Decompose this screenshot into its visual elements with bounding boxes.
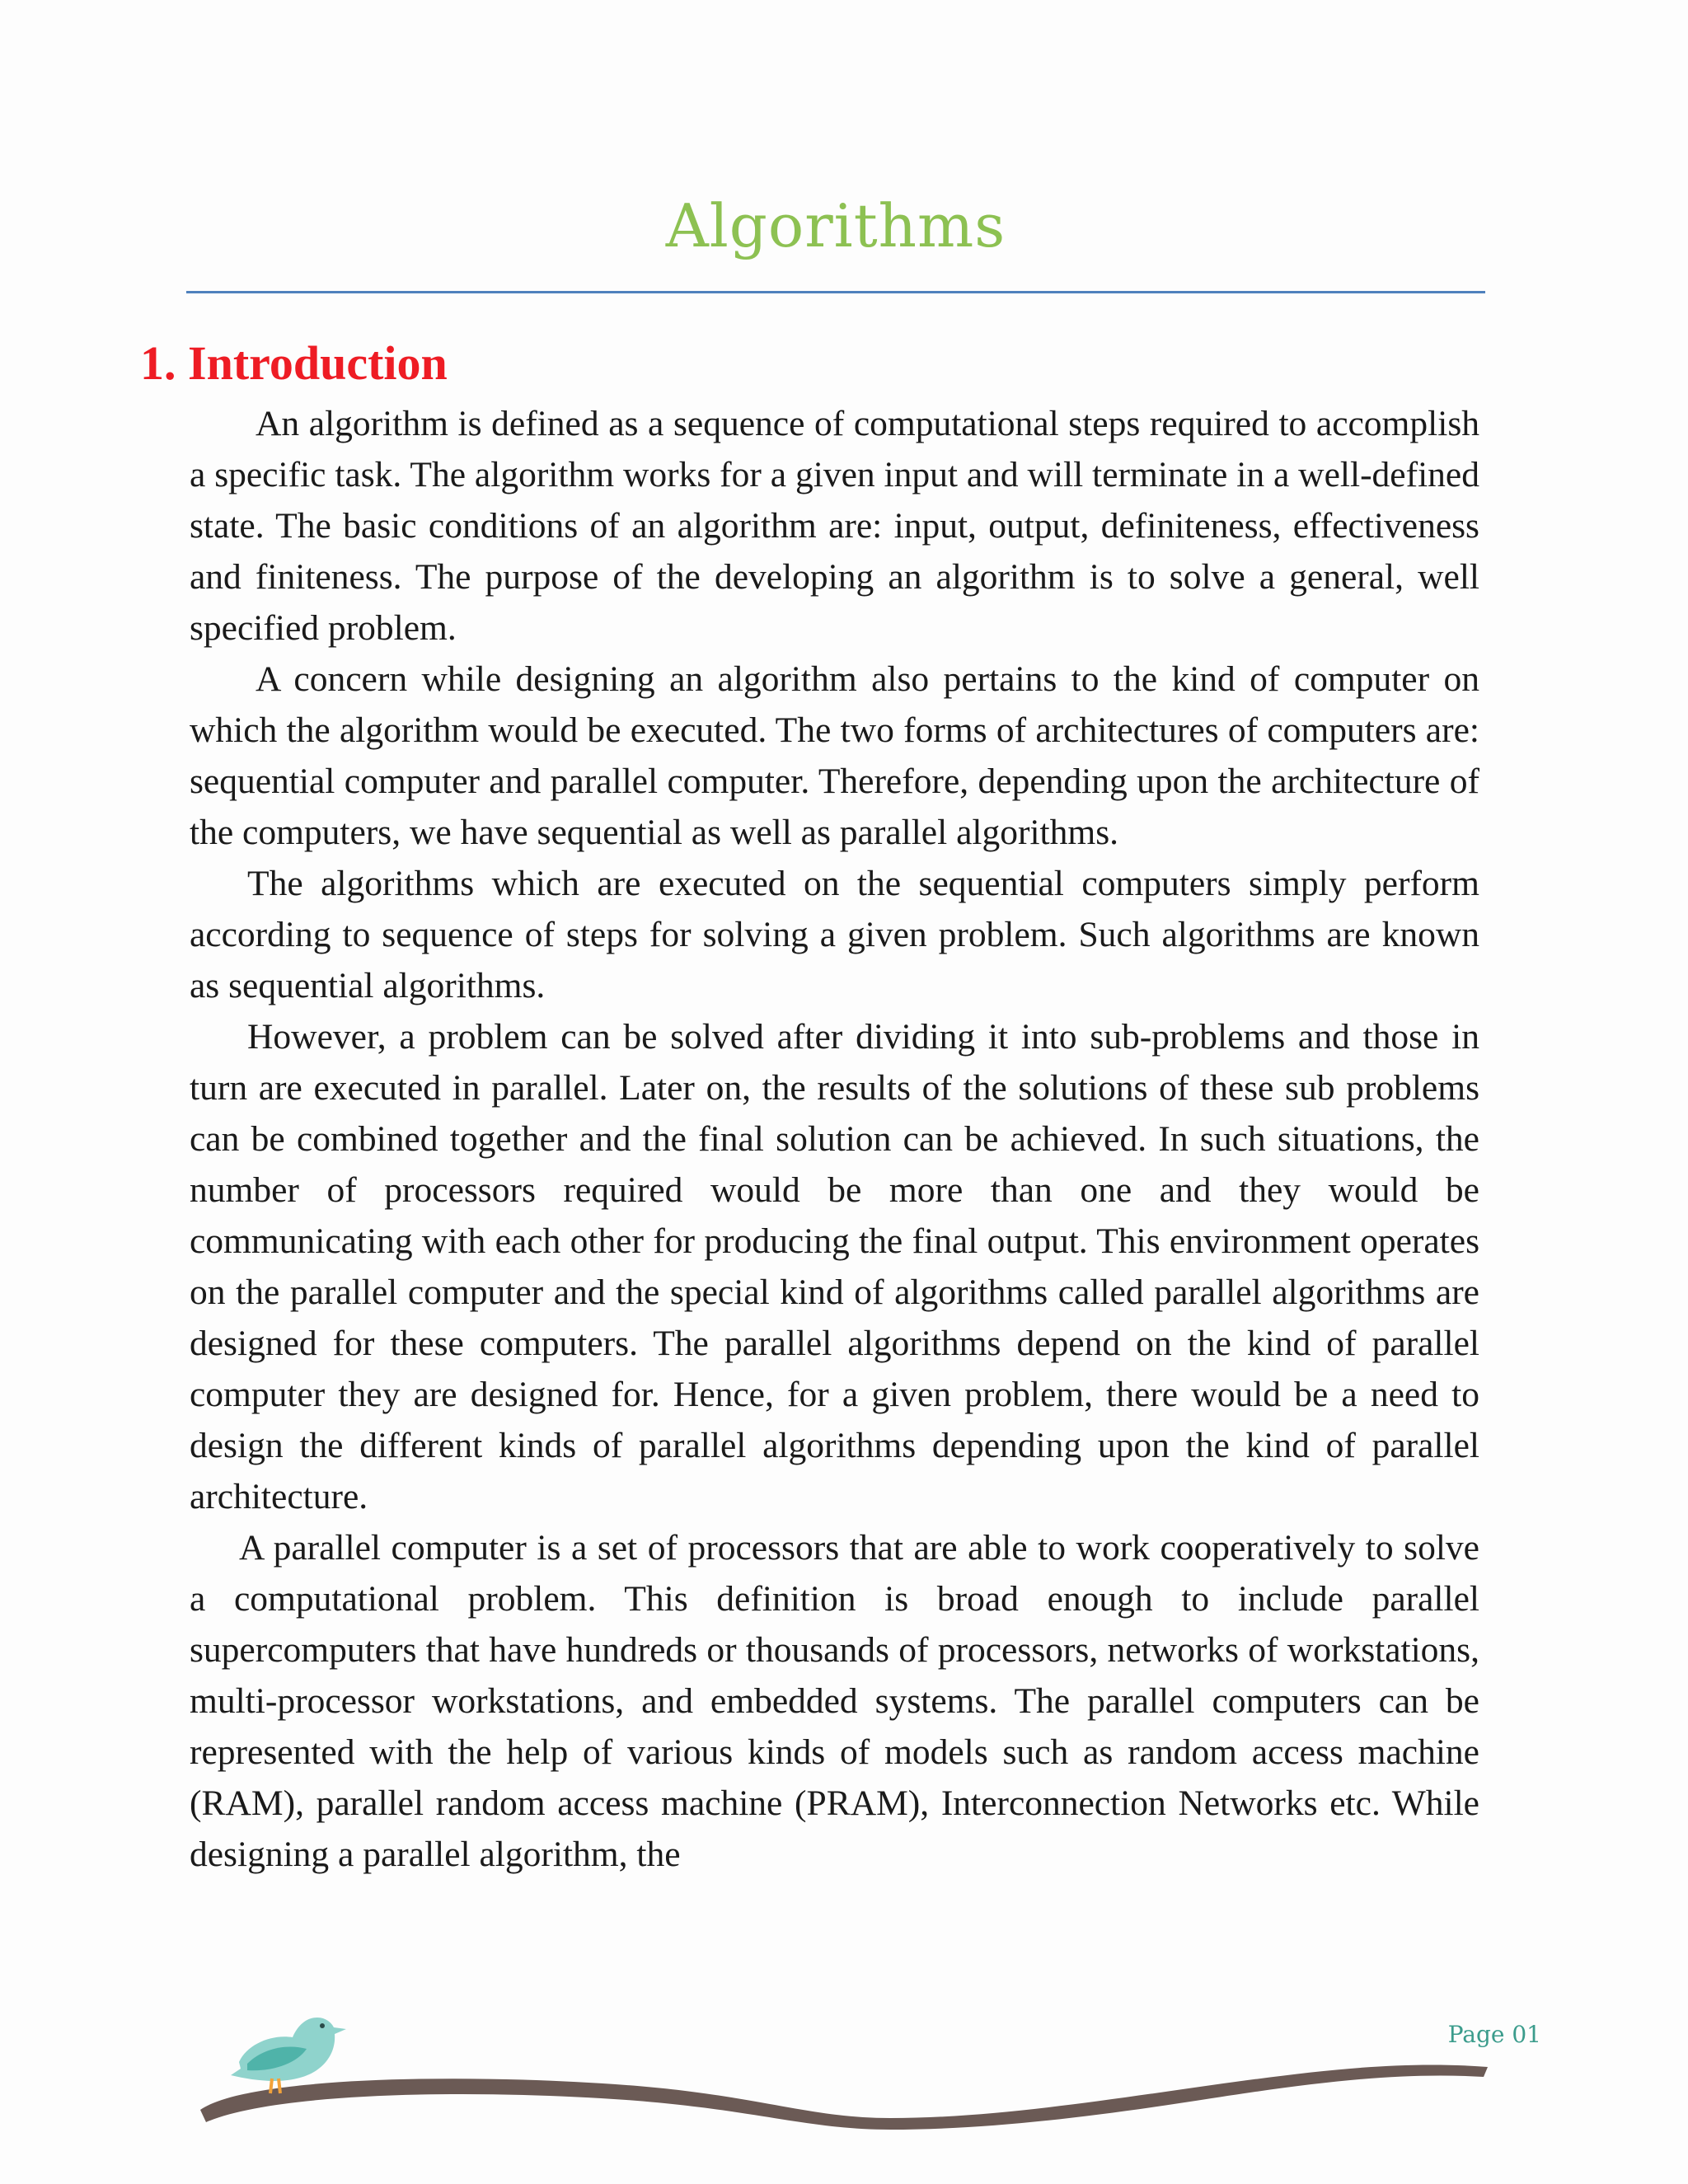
bird-icon [231,2018,346,2093]
section-heading: 1. Introduction [140,336,448,390]
page-number: Page 01 [1447,2021,1541,2048]
branch-icon [200,2064,1488,2130]
paragraph: A parallel computer is a set of processors that are able to work cooperatively to solve a computational problem. This definition is broad enough to include parallel supercomputers that have hundreds or thousands of processors, networks of workstations, multi-processor workstations, and embedded systems. The parallel computers can be represented with the help of various kinds of models such as random access machine (RAM), parallel random access machine (PRAM), Interconnection Networks etc. While designing a parallel algorithm, the [190,1528,1479,1874]
paragraph: However, a problem can be solved after dividing it into sub-problems and those in turn are executed in parallel. Later on, the results of the solutions of these sub problems can be combined together and the final solution can be achieved. In such situations, the number of processors required would be more than one and they would be communicating with each other for producing the final output. This environment operates on the parallel computer and the special kind of algorithms called parallel algorithms are designed for these computers. The parallel algorithms depend on the kind of parallel computer they are designed for. Hence, for a given problem, there would be a need to design the different kinds of parallel algorithms depending upon the kind of parallel architecture. [190,1017,1479,1516]
paragraph: A concern while designing an algorithm also pertains to the kind of computer on which the algorithm would be executed. The two forms of architectures of computers are: sequential computer and parallel computer. Therefore, depending upon the architecture of the computers, we have sequential as well as parallel algorithms. [190,659,1479,852]
paragraph: An algorithm is defined as a sequence of computational steps required to accomplish a specific task. The algorithm works for a given input and will terminate in a well-defined state. The basic conditions of an algorithm are: input, output, definiteness, effectiveness and finiteness. The purpose of the developing an algorithm is to solve a general, well specified problem. [190,404,1479,648]
document-title: Algorithms [665,191,1006,260]
footer-decoration [0,1978,1688,2143]
body-text [190,398,1479,1880]
paragraph: The algorithms which are executed on the sequential computers simply perform according to sequence of steps for solving a given problem. Such algorithms are known as sequential algorithms. [190,864,1479,1005]
title-divider [186,291,1485,293]
